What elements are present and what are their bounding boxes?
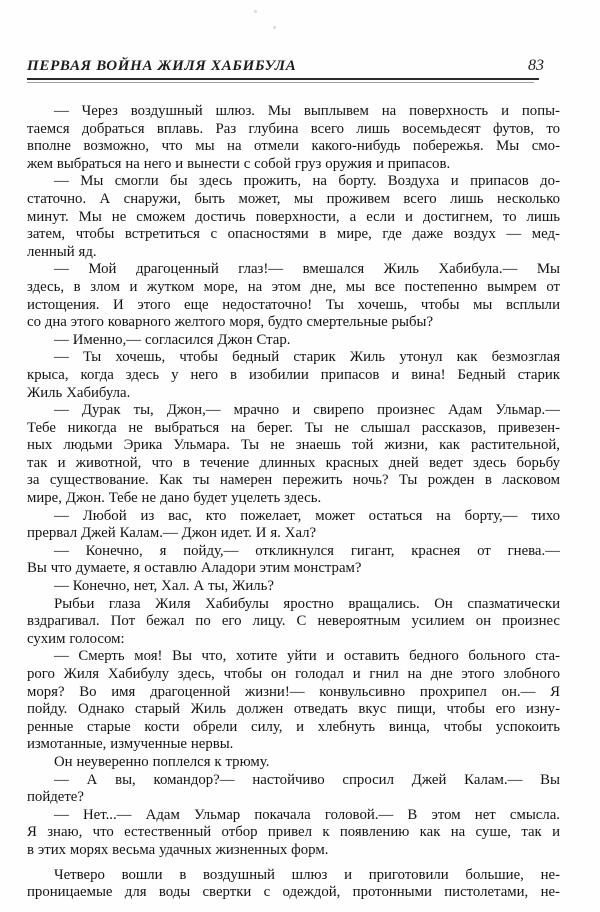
- text-line: со дна этого коварного желтого моря, будто смертельные рыбы?: [27, 314, 434, 331]
- page-content: [27, 0, 560, 902]
- text-line: жем выбраться на него и вынести с собой груз оружия и припасов.: [27, 155, 451, 172]
- header-rule: [27, 78, 539, 83]
- paragraph: [27, 772, 560, 807]
- text-line: — Нет...— Адам Ульмар покачала головой.— В этом нет смысла.: [54, 806, 560, 823]
- text-line: проницаемые для воды свертки с одеждой, протонными пистолетами, не-: [27, 884, 560, 901]
- text-line: за существование. Как ты намерен пережить ночь? Ты рожден в ласковом: [27, 472, 560, 489]
- text-line: сухим голосом:: [27, 630, 125, 647]
- running-title: ПЕРВАЯ ВОЙНА ЖИЛЯ ХАБИБУЛА: [27, 58, 297, 74]
- text-line: измотанные, измученные нервы.: [27, 736, 234, 753]
- text-line: — Мой драгоценный глаз!— вмешался Жиль Хабибула.— Мы: [54, 261, 560, 278]
- text-line: Рыбьи глаза Жиля Хабибулы яростно вращались. Он спазматически: [54, 595, 560, 612]
- header-rule-main: [27, 78, 539, 80]
- text-line: ных людьми Эрика Ульмара. Ты не знаешь той жизни, как растительной,: [27, 437, 560, 454]
- paragraph: [27, 173, 560, 261]
- paragraph: [27, 596, 560, 649]
- text-line: вполне возможно, что мы на отмели какого-нибудь побережья. Мы смо-: [27, 138, 560, 155]
- running-header: [27, 57, 560, 75]
- paragraph: [27, 543, 560, 578]
- paragraph: [27, 402, 560, 508]
- text-line: затем, чтобы встретиться с опасностями в мире, где даже воздух — мед-: [27, 226, 560, 243]
- paragraph: [27, 648, 560, 754]
- text-line: таемся добраться вплавь. Раз глубина всего лишь восемьдесят футов, то: [27, 120, 560, 137]
- text-line: крыса, когда здесь у него в изобилии припасов и вина! Бедный старик: [27, 366, 560, 383]
- scan-speck: [254, 10, 257, 13]
- text-line: ленный яд.: [27, 243, 97, 260]
- text-line: истощения. И этого еще недостаточно! Ты хочешь, чтобы мы всплыли: [27, 296, 560, 313]
- text-line: — Ты хочешь, чтобы бедный старик Жиль утонул как безмозглая: [54, 349, 560, 366]
- text-line: ренные старые кости обрели силу, и хлебнуть винца, чтобы успокоить: [27, 718, 560, 735]
- text-line: пойдете?: [27, 789, 84, 806]
- text-line: — Конечно, я пойду,— откликнулся гигант, краснея от гнева.—: [54, 542, 560, 559]
- page-number: 83: [528, 57, 544, 74]
- text-line: рого Жиля Хабибулу здесь, чтобы он голодал и гнил на дне этого злобного: [27, 666, 560, 682]
- paragraph: [27, 867, 560, 902]
- text-line: Он неуверенно поплелся к трюму.: [54, 753, 270, 770]
- text-line: — Дурак ты, Джон,— мрачно и свирепо произнес Адам Ульмар.—: [54, 402, 560, 419]
- text-line: — Любой из вас, кто пожелает, может остаться на борту,— тихо: [54, 507, 560, 524]
- text-line: пойду. Однако старый Жиль должен отведать вкус пищи, чтобы его изну-: [27, 701, 560, 718]
- text-line: Я знаю, что естественный отбор привел к появлению как на суше, так и: [27, 824, 560, 841]
- text-line: — Через воздушный шлюз. Мы выплывем на поверхность и попы-: [54, 103, 560, 119]
- paragraph: [27, 103, 560, 173]
- text-line: мире, Джон. Тебе не дано будет уцелеть здесь.: [27, 490, 322, 507]
- text-line: Четверо вошли в воздушный шлюз и приготовили большие, не-: [54, 866, 560, 883]
- paragraph: [27, 578, 560, 596]
- scan-speck: [273, 26, 276, 29]
- text-line: — Мы смогли бы здесь прожить, на борту. Воздуха и припасов до-: [54, 173, 560, 190]
- text-line: — А вы, командор?— настойчиво спросил Джей Калам.— Вы: [54, 771, 560, 788]
- text-line: статочно. А снаружи, быть может, мы проживем всего лишь несколько: [27, 190, 560, 207]
- text-line: моря? Во имя драгоценной жизни!— конвульсивно прохрипел он.— Я: [27, 683, 560, 700]
- text-line: минут. Мы не сможем достичь поверхности, а если и достигнем, то лишь: [27, 208, 560, 225]
- text-line: — Именно,— согласился Джон Стар.: [54, 331, 291, 348]
- paragraph: [27, 261, 560, 331]
- paragraph: [27, 349, 560, 402]
- body-text: [27, 103, 560, 902]
- paragraph: [27, 754, 560, 772]
- text-line: Тебе никогда не выбраться на берег. Ты не слышал рассказов, привезен-: [27, 419, 560, 436]
- text-line: Вы что думаете, я оставлю Аладори этим монстрам?: [27, 560, 362, 577]
- text-line: так и животной, что в течение длинных красных дней ведет здесь борьбу: [27, 454, 560, 471]
- text-line: Жиль Хабибула.: [27, 384, 131, 401]
- text-line: — Смерть моя! Вы что, хотите уйти и оставить бедного больного ста-: [54, 648, 560, 665]
- text-line: в этих морях весьма удачных жизненных форм.: [27, 841, 329, 858]
- text-line: прервал Джей Калам.— Джон идет. И я. Хал?: [27, 525, 317, 542]
- paragraph: [27, 807, 560, 860]
- paragraph: [27, 508, 560, 543]
- header-rule-shadow: [27, 82, 534, 83]
- text-line: здесь, в злом и жутком море, на этом дне, мы все постепенно вымрем от: [27, 278, 560, 295]
- paragraph: [27, 332, 560, 350]
- text-line: — Конечно, нет, Хал. А ты, Жиль?: [54, 578, 274, 595]
- text-line: вздрагивал. Пот бежал по его лицу. С невероятным усилием он произнес: [27, 613, 560, 630]
